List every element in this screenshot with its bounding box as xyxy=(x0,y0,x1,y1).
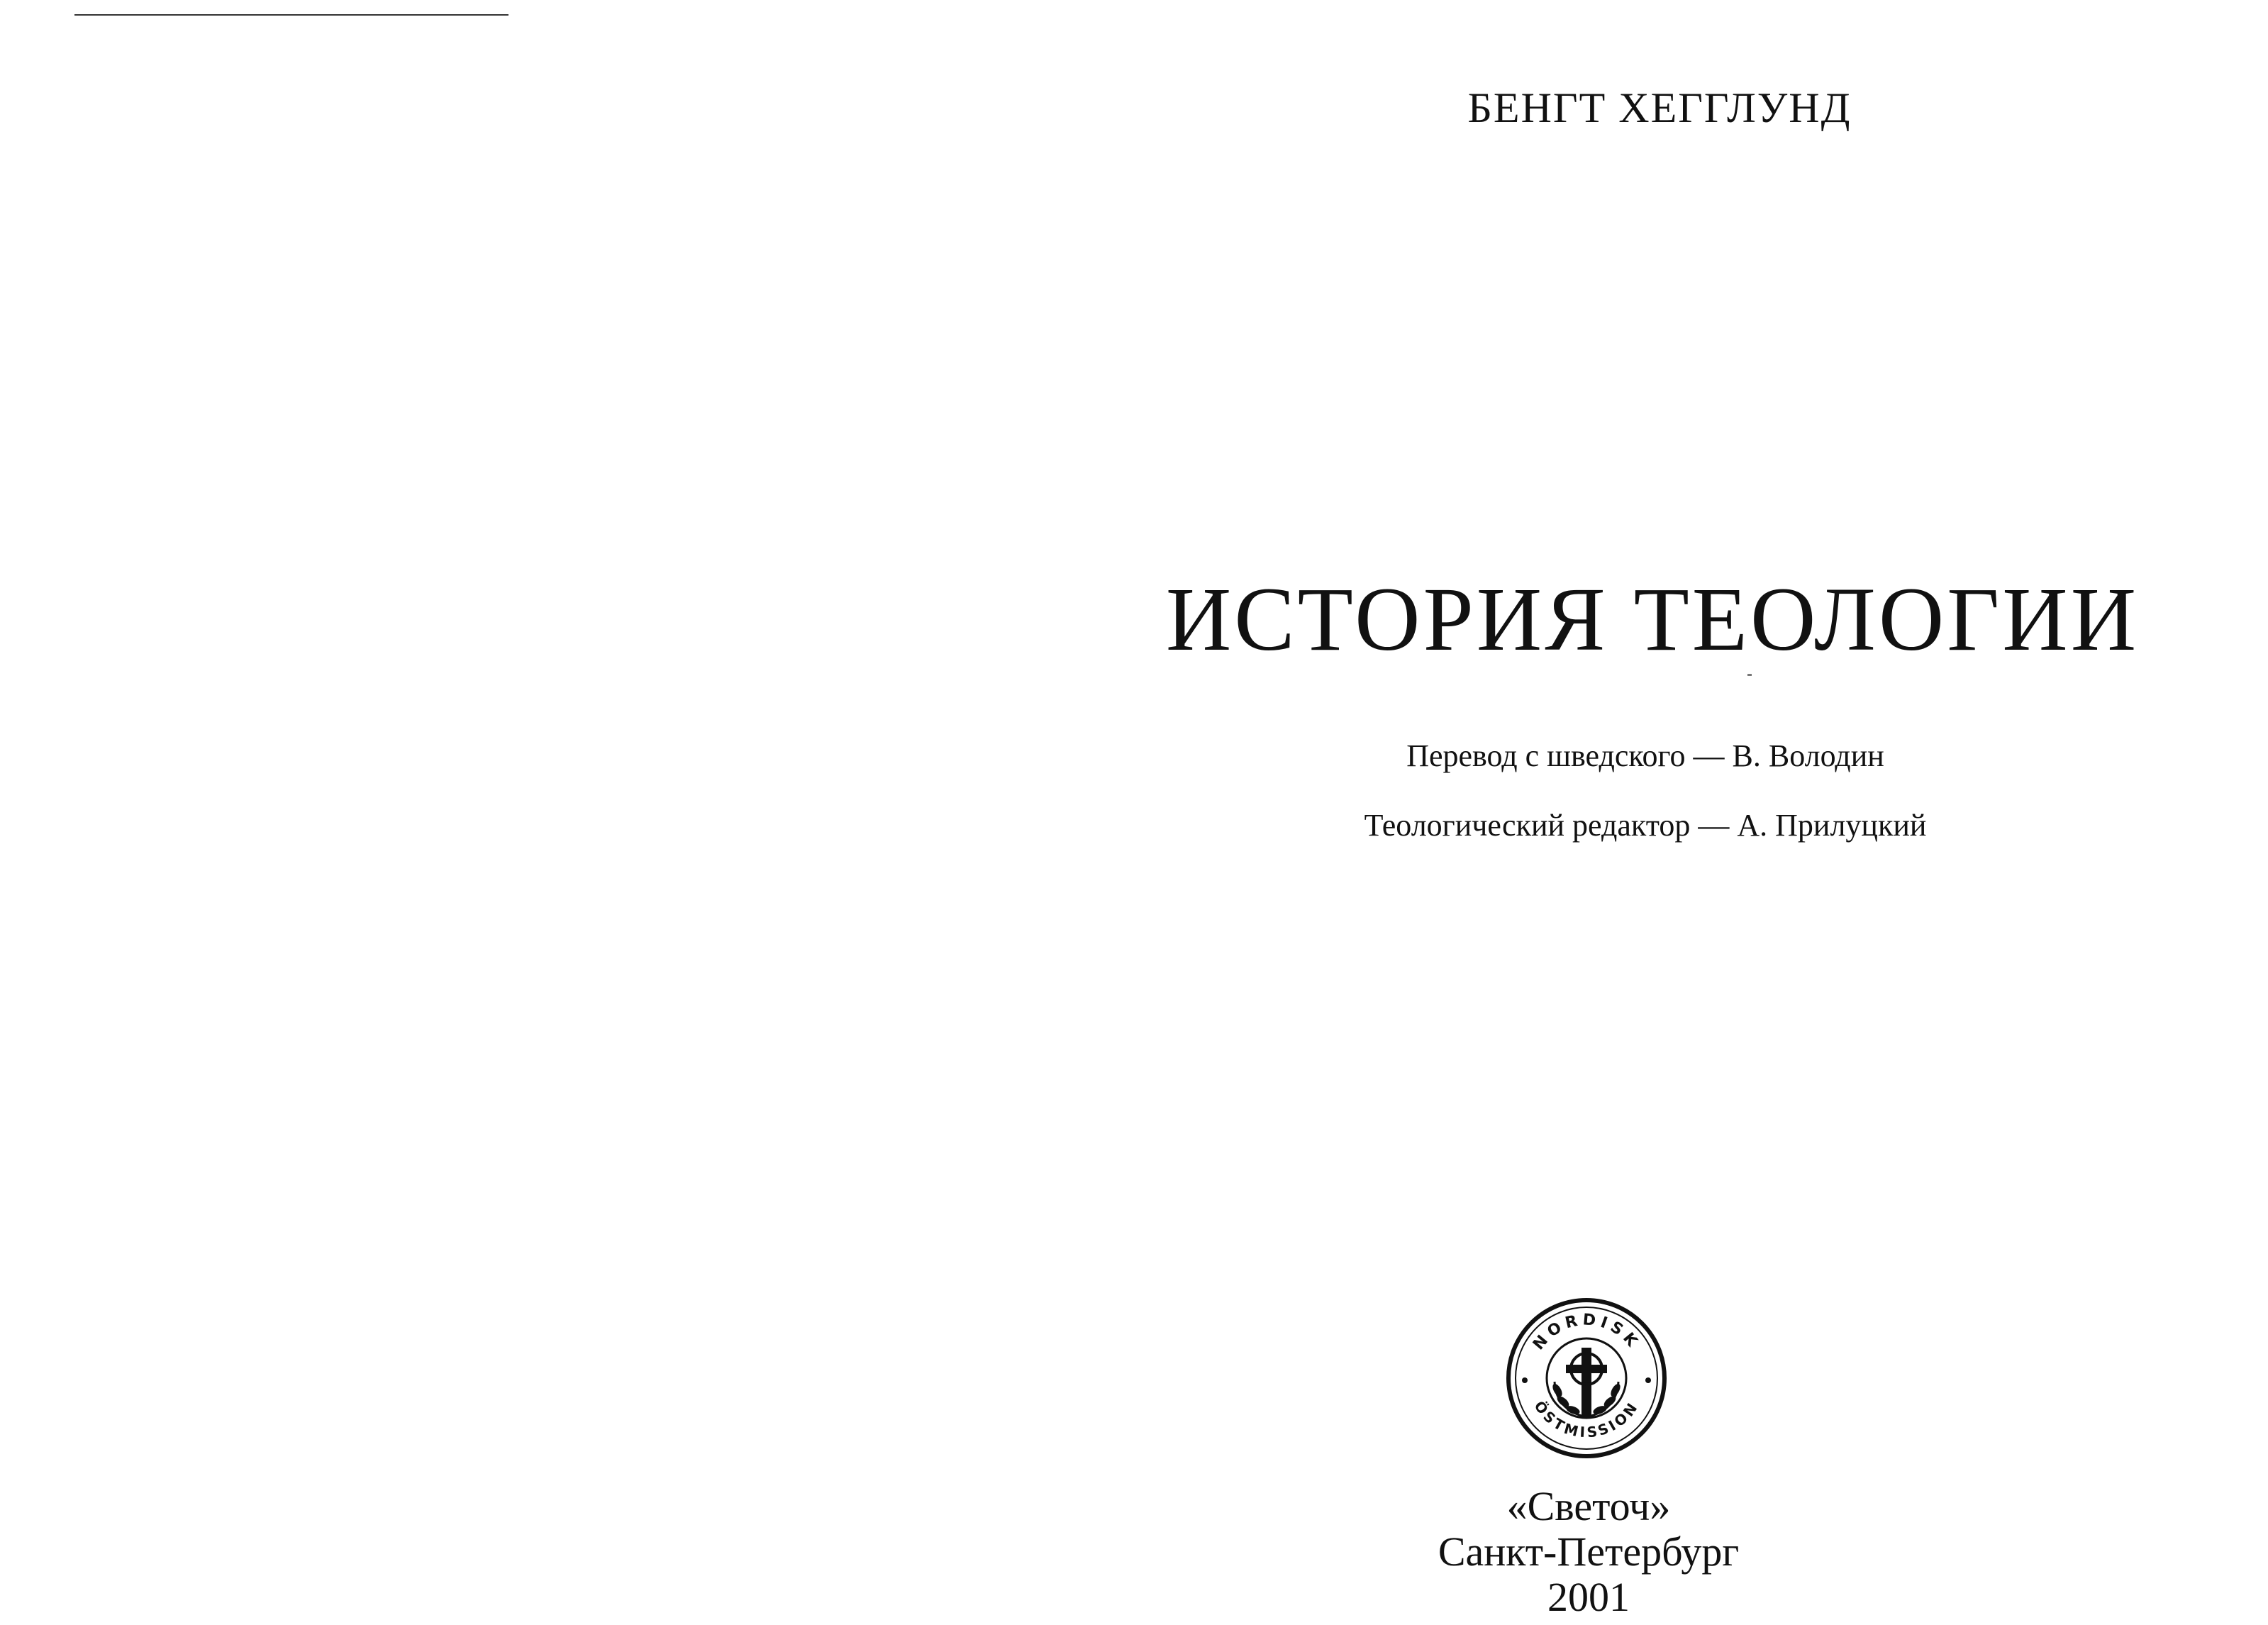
svg-text:NORDISK: NORDISK xyxy=(1530,1311,1644,1354)
author-name: БЕНГТ ХЕГГЛУНД xyxy=(1467,84,1852,131)
top-rule-divider xyxy=(74,14,508,16)
editor-credit: Теологический редактор — А. Прилуцкий xyxy=(1364,808,1927,843)
svg-text:ÖSTMISSION: ÖSTMISSION xyxy=(1530,1397,1642,1441)
publisher-name: «Светоч» xyxy=(1506,1483,1671,1529)
print-speck xyxy=(1747,674,1752,676)
publication-city: Санкт-Петербург xyxy=(1438,1529,1740,1575)
translation-credit: Перевод с шведского — В. Володин xyxy=(1406,738,1884,773)
title-page xyxy=(1106,0,2268,1625)
publication-year: 2001 xyxy=(1547,1574,1630,1620)
left-page xyxy=(0,0,1106,1625)
book-title: ИСТОРИЯ ТЕОЛОГИИ xyxy=(1165,569,2140,670)
nordisk-ostmission-seal-icon xyxy=(1505,1297,1668,1460)
